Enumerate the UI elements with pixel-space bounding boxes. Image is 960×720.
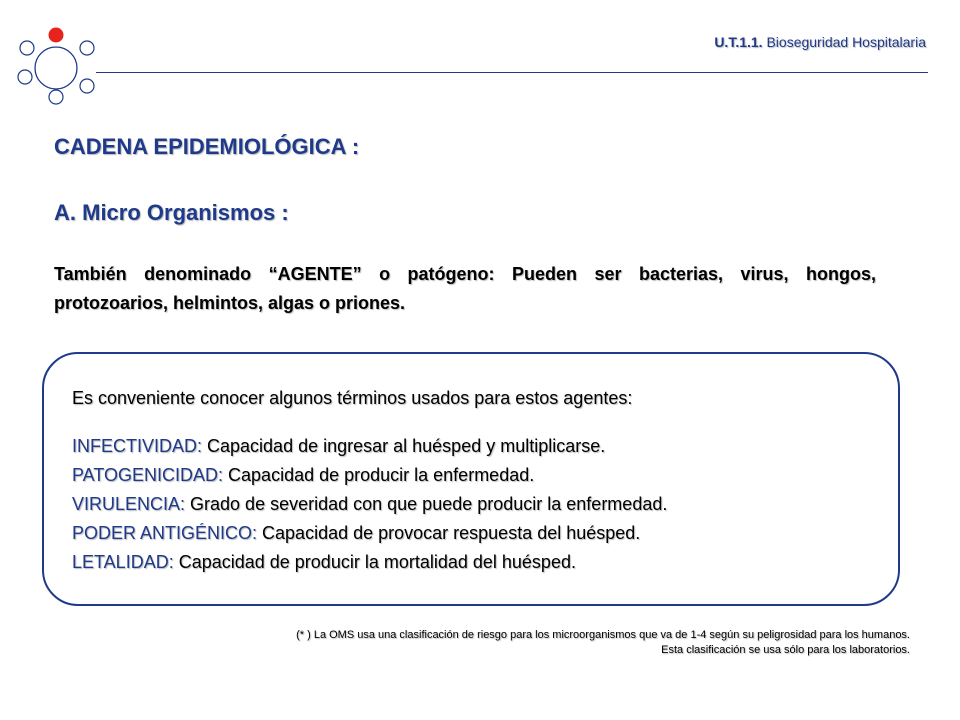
term-item: [72, 490, 892, 519]
header-title: [714, 34, 926, 50]
header-subject: Bioseguridad Hospitalaria: [766, 34, 926, 50]
terms-list: [72, 432, 892, 577]
header-code: U.T.1.1.: [714, 34, 763, 50]
header-divider: [96, 72, 928, 73]
logo-small-circle: [20, 41, 34, 55]
term-item: [72, 461, 892, 490]
logo-small-circle: [49, 90, 63, 104]
term-item: [72, 432, 892, 461]
term-item: [72, 519, 892, 548]
section-title: A. Micro Organismos :: [54, 200, 289, 225]
logo-small-circle: [80, 79, 94, 93]
page-title: CADENA EPIDEMIOLÓGICA :: [54, 134, 360, 159]
intro-paragraph: También denominado “AGENTE” o patógeno: Pueden ser bacterias, virus, hongos, protozoarios, helmintos, algas o priones.: [54, 264, 876, 313]
term-definition: Capacidad de ingresar al huésped y multiplicarse.: [202, 436, 606, 456]
term-label: INFECTIVIDAD:: [72, 436, 203, 456]
term-definition: Grado de severidad con que puede producir la enfermedad.: [185, 494, 668, 514]
term-definition: Capacidad de producir la mortalidad del huésped.: [173, 552, 576, 572]
term-definition: Capacidad de producir la enfermedad.: [223, 465, 535, 485]
logo-small-circle: [80, 41, 94, 55]
footnote-line-2: Esta clasificación se usa sólo para los laboratorios.: [661, 644, 910, 656]
logo-small-circle: [18, 70, 32, 84]
terms-intro: Es conveniente conocer algunos términos usados para estos agentes:: [72, 388, 633, 408]
term-label: VIRULENCIA:: [72, 494, 186, 514]
term-item: [72, 548, 892, 577]
term-definition: Capacidad de provocar respuesta del huésped.: [257, 523, 641, 543]
logo-red-dot: [49, 28, 64, 43]
footnote-line-1: (* ) La OMS usa una clasificación de riesgo para los microorganismos que va de 1-4 según su peligrosidad para los humanos.: [296, 629, 910, 641]
term-label: LETALIDAD:: [72, 552, 174, 572]
circles-cluster-icon: [0, 0, 110, 110]
footnote: [296, 628, 910, 658]
logo-ring: [35, 47, 77, 89]
term-label: PATOGENICIDAD:: [72, 465, 224, 485]
term-label: PODER ANTIGÉNICO:: [72, 523, 258, 543]
